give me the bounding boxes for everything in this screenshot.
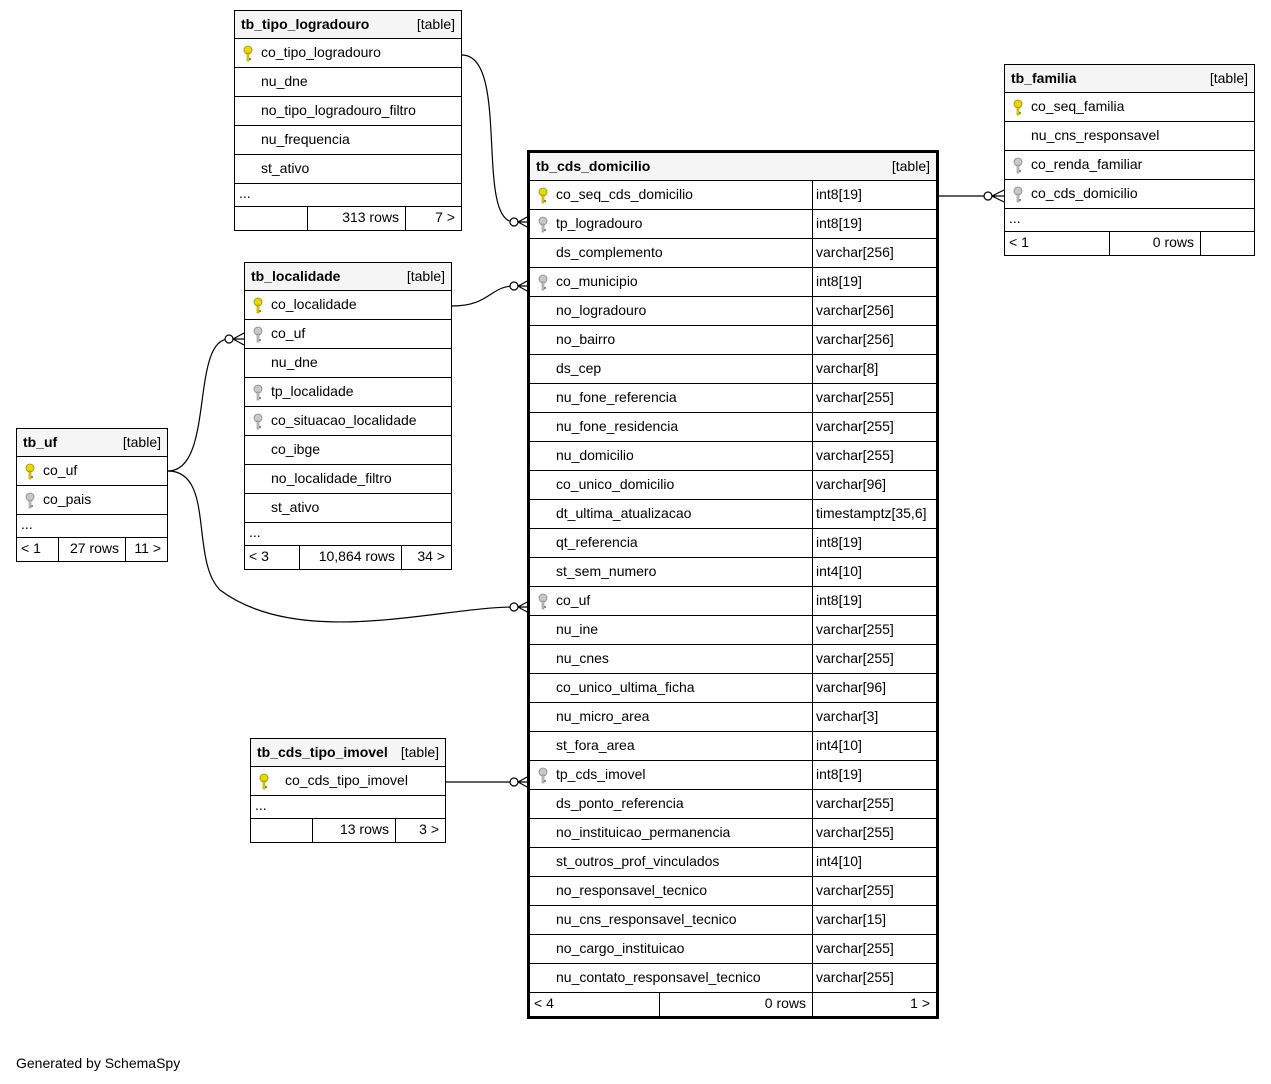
table-type: [table] <box>1209 70 1248 86</box>
column-row[interactable] <box>530 529 936 558</box>
column-row[interactable] <box>530 703 936 732</box>
column-name: no_responsavel_tecnico <box>556 882 707 898</box>
column-type: int4[10] <box>812 848 936 876</box>
column-row[interactable] <box>245 291 451 320</box>
column-type: varchar[256] <box>812 326 936 354</box>
column-row[interactable] <box>245 494 451 523</box>
column-name: st_fora_area <box>556 737 635 753</box>
foreign-key-icon <box>537 216 549 233</box>
column-name: nu_cns_responsavel <box>1031 127 1160 143</box>
primary-key-icon <box>1012 99 1024 116</box>
column-name: st_ativo <box>271 499 320 515</box>
row-count: 313 rows <box>307 207 405 230</box>
column-name: co_ibge <box>271 441 321 457</box>
column-row[interactable] <box>530 732 936 761</box>
column-row[interactable] <box>530 877 936 906</box>
more-columns[interactable] <box>17 515 167 538</box>
foreign-key-icon <box>1012 157 1024 174</box>
column-type: int8[19] <box>812 529 936 557</box>
children-link[interactable]: 1 > <box>812 993 936 1016</box>
column-name: nu_domicilio <box>556 447 634 463</box>
column-name: nu_contato_responsavel_tecnico <box>556 969 761 985</box>
column-name: dt_ultima_atualizacao <box>556 505 692 521</box>
column-type: varchar[255] <box>812 790 936 818</box>
table-name[interactable]: tb_uf <box>23 434 58 450</box>
column-name: nu_cns_responsavel_tecnico <box>556 911 737 927</box>
column-type: varchar[96] <box>812 471 936 499</box>
table-footer <box>530 993 936 1016</box>
column-name: st_sem_numero <box>556 563 657 579</box>
children-link[interactable] <box>1200 232 1254 255</box>
column-name: ds_ponto_referencia <box>556 795 684 811</box>
column-type: varchar[255] <box>812 935 936 963</box>
table-name[interactable]: tb_cds_domicilio <box>536 158 651 174</box>
table-type: [table] <box>416 16 455 32</box>
parents-link[interactable]: < 3 <box>249 548 269 564</box>
column-row[interactable] <box>530 906 936 935</box>
column-type: varchar[255] <box>812 819 936 847</box>
column-name: co_seq_cds_domicilio <box>556 186 693 202</box>
primary-key-icon <box>24 463 36 480</box>
column-name: co_cds_tipo_imovel <box>285 772 408 788</box>
column-row[interactable] <box>530 558 936 587</box>
column-row[interactable] <box>530 790 936 819</box>
primary-key-icon <box>242 45 254 62</box>
column-name: st_outros_prof_vinculados <box>556 853 720 869</box>
column-type: varchar[255] <box>812 964 936 992</box>
column-type: timestamptz[35,6] <box>812 500 936 528</box>
column-name: tp_logradouro <box>556 215 643 231</box>
column-row[interactable] <box>530 297 936 326</box>
table-tb-uf[interactable] <box>16 428 168 562</box>
table-type: [table] <box>122 434 161 450</box>
column-name: co_municipio <box>556 273 638 289</box>
table-tb-localidade[interactable] <box>244 262 452 570</box>
column-name: co_unico_domicilio <box>556 476 675 492</box>
foreign-key-icon <box>537 274 549 291</box>
column-row[interactable] <box>530 239 936 268</box>
column-row[interactable] <box>530 384 936 413</box>
column-name: co_uf <box>43 462 78 478</box>
parents-link[interactable] <box>251 819 312 842</box>
column-name: nu_cnes <box>556 650 609 666</box>
primary-key-icon <box>258 773 270 790</box>
column-name: no_logradouro <box>556 302 647 318</box>
column-row[interactable] <box>530 268 936 297</box>
table-footer <box>251 819 445 842</box>
foreign-key-icon <box>24 492 36 509</box>
more-label: ... <box>239 185 251 201</box>
foreign-key-icon <box>252 326 264 343</box>
column-row[interactable] <box>251 767 445 796</box>
parents-link[interactable]: < 1 <box>1009 234 1029 250</box>
children-link[interactable]: 7 > <box>405 207 461 230</box>
column-name: nu_fone_referencia <box>556 389 677 405</box>
column-row[interactable] <box>245 320 451 349</box>
column-row[interactable] <box>530 355 936 384</box>
table-type: [table] <box>406 268 445 284</box>
column-row[interactable] <box>245 436 451 465</box>
column-row[interactable] <box>235 126 461 155</box>
column-type: varchar[256] <box>812 297 936 325</box>
column-row[interactable] <box>530 500 936 529</box>
column-name: co_unico_ultima_ficha <box>556 679 695 695</box>
table-header <box>245 263 451 291</box>
table-type: [table] <box>891 158 930 174</box>
column-type: int8[19] <box>812 268 936 296</box>
table-tb-tipo-logradouro[interactable] <box>234 10 462 231</box>
parents-link[interactable] <box>235 207 307 230</box>
column-type: int8[19] <box>812 761 936 789</box>
column-name: co_situacao_localidade <box>271 412 417 428</box>
column-type: int8[19] <box>812 587 936 615</box>
column-row[interactable] <box>530 210 936 239</box>
column-row[interactable] <box>530 819 936 848</box>
more-columns[interactable] <box>235 184 461 207</box>
foreign-key-icon <box>252 413 264 430</box>
column-row[interactable] <box>530 326 936 355</box>
column-name: nu_micro_area <box>556 708 650 724</box>
table-name[interactable]: tb_tipo_logradouro <box>241 16 370 32</box>
foreign-key-icon <box>252 384 264 401</box>
link-tipo-logradouro <box>462 55 514 222</box>
row-count: 13 rows <box>312 819 395 842</box>
column-name: nu_dne <box>271 354 318 370</box>
table-name[interactable]: tb_cds_tipo_imovel <box>257 744 388 760</box>
row-count: 0 rows <box>659 993 812 1016</box>
table-header <box>1005 65 1254 93</box>
parents-link[interactable]: < 1 <box>21 540 41 556</box>
column-name: no_localidade_filtro <box>271 470 392 486</box>
column-name: tp_localidade <box>271 383 354 399</box>
column-type: varchar[255] <box>812 413 936 441</box>
column-name: co_cds_domicilio <box>1031 185 1138 201</box>
row-count: 10,864 rows <box>299 546 401 569</box>
column-row[interactable] <box>530 674 936 703</box>
column-name: nu_dne <box>261 73 308 89</box>
column-row[interactable] <box>530 761 936 790</box>
column-name: qt_referencia <box>556 534 638 550</box>
table-header <box>251 739 445 767</box>
table-footer <box>245 546 451 569</box>
column-row[interactable] <box>245 378 451 407</box>
table-footer <box>17 538 167 561</box>
table-tb-familia[interactable] <box>1004 64 1255 256</box>
column-name: co_seq_familia <box>1031 98 1125 114</box>
primary-key-icon <box>537 187 549 204</box>
column-name: no_tipo_logradouro_filtro <box>261 102 416 118</box>
column-name: nu_ine <box>556 621 599 637</box>
column-type: varchar[255] <box>812 384 936 412</box>
column-name: no_cargo_instituicao <box>556 940 685 956</box>
table-footer <box>1005 232 1254 255</box>
children-link[interactable]: 11 > <box>125 538 167 561</box>
foreign-key-icon <box>1012 186 1024 203</box>
column-name: ds_cep <box>556 360 602 376</box>
more-label: ... <box>249 524 261 540</box>
column-type: varchar[255] <box>812 616 936 644</box>
column-type: varchar[255] <box>812 877 936 905</box>
column-row[interactable] <box>530 413 936 442</box>
primary-key-icon <box>252 297 264 314</box>
column-type: varchar[8] <box>812 355 936 383</box>
column-row[interactable] <box>530 964 936 993</box>
column-name: co_localidade <box>271 296 357 312</box>
row-count: 27 rows <box>58 538 125 561</box>
column-name: co_renda_familiar <box>1031 156 1143 172</box>
more-label: ... <box>1009 210 1021 226</box>
generated-by-note: Generated by SchemaSpy <box>16 1055 181 1071</box>
more-columns[interactable] <box>251 796 445 819</box>
table-tb-cds-domicilio[interactable] <box>527 150 939 1019</box>
table-header <box>17 429 167 457</box>
column-name: nu_frequencia <box>261 131 350 147</box>
column-row[interactable] <box>1005 151 1254 180</box>
column-row[interactable] <box>17 457 167 486</box>
column-row[interactable] <box>235 155 461 184</box>
table-type: [table] <box>400 744 439 760</box>
link-uf-localidade <box>168 339 229 471</box>
column-type: varchar[256] <box>812 239 936 267</box>
column-type: int4[10] <box>812 558 936 586</box>
link-localidade <box>452 286 514 306</box>
column-row[interactable] <box>245 465 451 494</box>
column-type: int4[10] <box>812 732 936 760</box>
more-label: ... <box>255 797 267 813</box>
column-type: varchar[15] <box>812 906 936 934</box>
column-row[interactable] <box>235 39 461 68</box>
column-row[interactable] <box>530 848 936 877</box>
column-row[interactable] <box>17 486 167 515</box>
table-tb-cds-tipo-imovel[interactable] <box>250 738 446 843</box>
table-name[interactable]: tb_localidade <box>251 268 341 284</box>
column-type: varchar[96] <box>812 674 936 702</box>
column-list <box>530 181 936 993</box>
column-row[interactable] <box>1005 180 1254 209</box>
column-name: tp_cds_imovel <box>556 766 646 782</box>
table-header <box>235 11 461 39</box>
column-row[interactable] <box>530 181 936 210</box>
column-row[interactable] <box>245 407 451 436</box>
column-name: st_ativo <box>261 160 310 176</box>
column-name: ds_complemento <box>556 244 663 260</box>
column-row[interactable] <box>235 97 461 126</box>
column-type: varchar[255] <box>812 442 936 470</box>
table-footer <box>235 207 461 230</box>
row-count: 0 rows <box>1109 232 1200 255</box>
column-type: varchar[3] <box>812 703 936 731</box>
more-columns[interactable] <box>245 523 451 546</box>
column-row[interactable] <box>530 935 936 964</box>
table-name[interactable]: tb_familia <box>1011 70 1077 86</box>
parents-link[interactable]: < 4 <box>534 995 554 1011</box>
column-row[interactable] <box>530 616 936 645</box>
foreign-key-icon <box>537 767 549 784</box>
column-row[interactable] <box>530 587 936 616</box>
more-label: ... <box>21 516 33 532</box>
table-header <box>530 153 936 181</box>
column-name: nu_fone_residencia <box>556 418 679 434</box>
column-name: no_bairro <box>556 331 616 347</box>
column-name: co_pais <box>43 491 92 507</box>
column-row[interactable] <box>1005 122 1254 151</box>
column-name: co_uf <box>271 325 306 341</box>
column-type: varchar[255] <box>812 645 936 673</box>
children-link[interactable]: 3 > <box>395 819 445 842</box>
column-row[interactable] <box>530 442 936 471</box>
more-columns[interactable] <box>1005 209 1254 232</box>
column-type: int8[19] <box>812 210 936 238</box>
column-row[interactable] <box>235 68 461 97</box>
column-name: co_tipo_logradouro <box>261 44 381 60</box>
column-row[interactable] <box>1005 93 1254 122</box>
children-link[interactable]: 34 > <box>401 546 451 569</box>
column-row[interactable] <box>245 349 451 378</box>
column-row[interactable] <box>530 645 936 674</box>
column-type: int8[19] <box>812 181 936 209</box>
column-name: no_instituicao_permanencia <box>556 824 731 840</box>
foreign-key-icon <box>537 593 549 610</box>
column-row[interactable] <box>530 471 936 500</box>
column-name: co_uf <box>556 592 591 608</box>
